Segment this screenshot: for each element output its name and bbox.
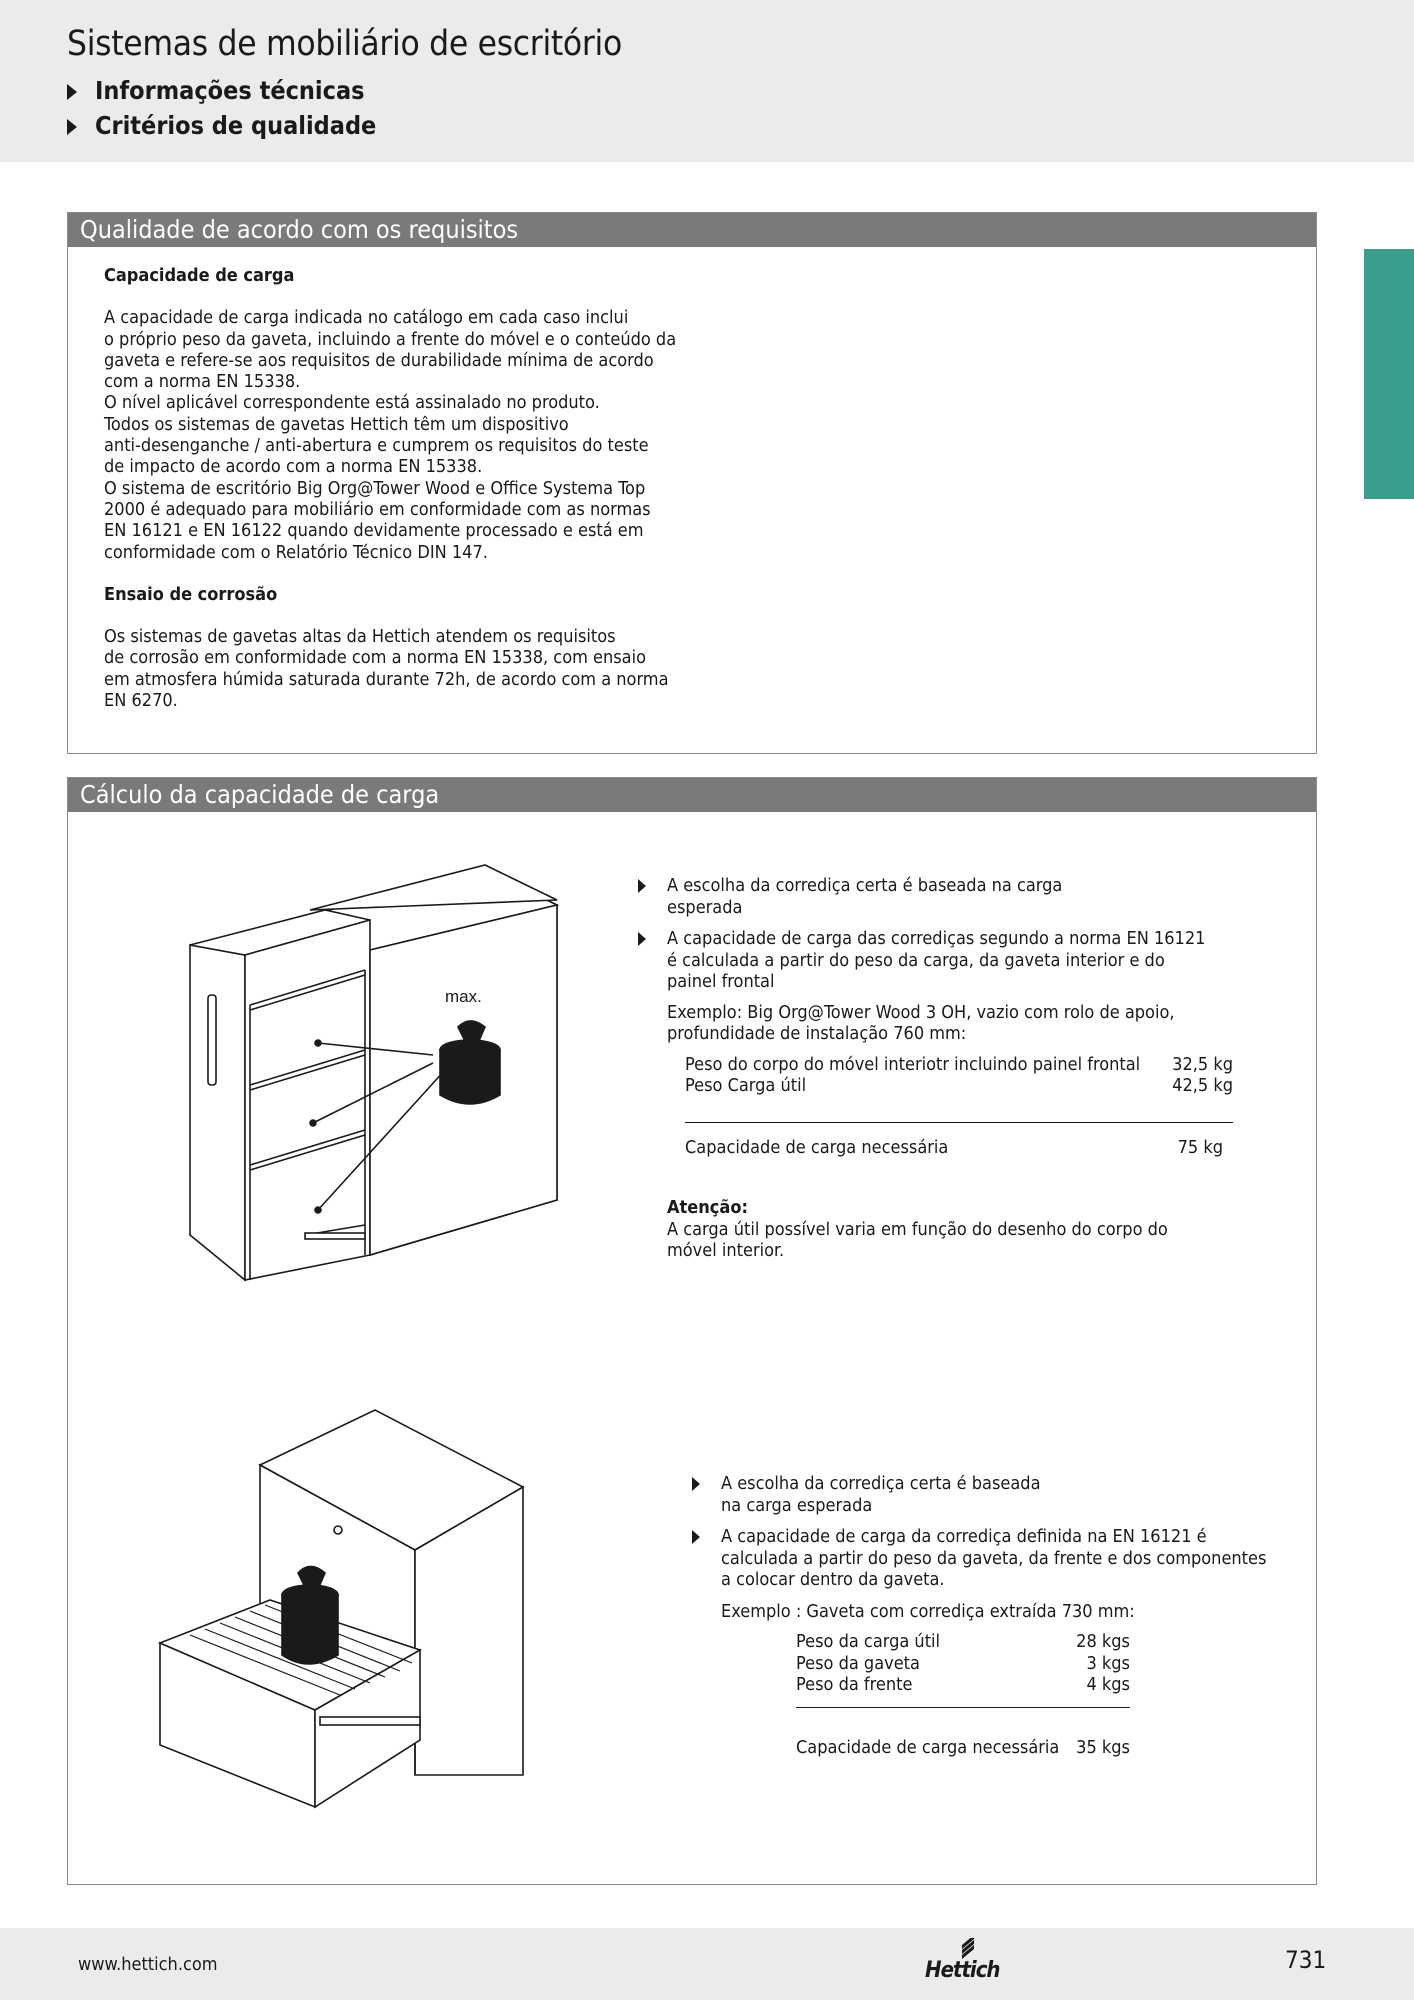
bullet-item: A escolha da corrediça certa é baseada na carga esperada	[638, 875, 1258, 918]
max-label: max.	[445, 987, 482, 1006]
page-footer	[0, 1928, 1414, 2000]
bullet-item: A escolha da corrediça certa é baseada na carga esperada	[692, 1473, 1292, 1516]
attention-note	[638, 1197, 1258, 1262]
bullet-triangle-icon	[692, 1530, 700, 1544]
bullet-item: A capacidade de carga das corrediças segundo a norma EN 16121 é calculada a partir do peso da carga, da gaveta interior e do painel frontal	[638, 928, 1258, 993]
bullet-triangle-icon	[638, 932, 646, 946]
example-text: Exemplo : Gaveta com corrediça extraída 730 mm:	[721, 1600, 1135, 1622]
bullet-item: A capacidade de carga da corrediça definida na EN 16121 é calculada a partir do peso da gaveta, da frente e dos componentes a colocar dentro da gaveta.	[692, 1526, 1292, 1591]
weights-table	[685, 1054, 1233, 1159]
page-number: 731	[1285, 1946, 1327, 1974]
triangle-right-icon	[67, 84, 77, 100]
page-header	[0, 0, 1414, 162]
load-capacity-text	[104, 265, 744, 711]
breadcrumb-item-quality-criteria[interactable]	[67, 111, 376, 140]
table-row: Peso da gaveta 3 kgs	[796, 1652, 1130, 1674]
triangle-right-icon	[67, 119, 77, 135]
breadcrumb-label: Critérios de qualidade	[95, 111, 377, 140]
table-row: Peso do corpo do móvel interiotr incluindo painel frontal 32,5 kg	[685, 1053, 1233, 1075]
section-title: Qualidade de acordo com os requisitos	[68, 213, 1316, 247]
website-link[interactable]: www.hettich.com	[78, 1954, 218, 1975]
brand-logo: Hettich	[925, 1958, 1000, 1983]
table-row: Peso da carga útil 28 kgs	[796, 1631, 1130, 1652]
table-row: Peso da frente 4 kgs	[796, 1674, 1130, 1695]
attention-title: Atenção:	[667, 1197, 748, 1218]
example-text: Exemplo: Big Org@Tower Wood 3 OH, vazio com rolo de apoio, profundidade de instalação 760 mm:	[667, 1001, 1175, 1044]
bullet-triangle-icon	[692, 1477, 700, 1491]
page-title: Sistemas de mobiliário de escritório	[67, 24, 622, 64]
divider	[685, 1122, 1233, 1123]
weights-table	[796, 1631, 1130, 1758]
total-row: Capacidade de carga necessária 35 kgs	[796, 1736, 1130, 1758]
breadcrumb-label: Informações técnicas	[95, 76, 365, 105]
corrosion-heading: Ensaio de corrosão	[104, 583, 278, 605]
divider	[796, 1707, 1130, 1708]
tall-cabinet-illustration	[175, 855, 575, 1295]
load-capacity-paragraph: A capacidade de carga indicada no catálogo em cada caso inclui o próprio peso da gaveta, incluindo a frente do móvel e o conteúdo da gaveta e refere-se aos requisitos de durabilidade mínima de acordo com a norma EN 15338. O nível aplicável correspondente está assinalado no produto. Todos os sistemas de gavetas Hettich têm um dispositivo anti-desenganche / anti-abertura e cumprem os requisitos do teste de impacto de acordo com a norma EN 15338. O sistema de escritório Big Org@Tower Wood e Office Systema Top 2000 é adequado para mobiliário em conformidade com as normas EN 16121 e EN 16122 quando devidamente processado e está em conformidade com o Relatório Técnico DIN 147.	[104, 307, 677, 563]
file-drawer-illustration	[150, 1395, 550, 1835]
breadcrumb-item-technical-info[interactable]	[67, 76, 365, 105]
bullet-triangle-icon	[638, 879, 646, 893]
total-row: Capacidade de carga necessária 75 kg	[685, 1136, 1223, 1158]
load-capacity-heading: Capacidade de carga	[104, 265, 295, 286]
calculation-block-2	[692, 1473, 1292, 1758]
corrosion-paragraph: Os sistemas de gavetas altas da Hettich atendem os requisitos de corrosão em conformidade com a norma EN 15338, com ensaio em atmosfera húmida saturada durante 72h, de acordo com a norma EN 6270.	[104, 626, 669, 712]
calculation-block-1	[638, 875, 1258, 1262]
chapter-tab[interactable]	[1364, 249, 1414, 499]
section-title: Cálculo da capacidade de carga	[68, 778, 1316, 812]
quality-section	[67, 212, 1317, 754]
attention-text: A carga útil possível varia em função do desenho do corpo do móvel interior.	[667, 1218, 1168, 1261]
table-row: Peso Carga útil 42,5 kg	[685, 1075, 1233, 1096]
